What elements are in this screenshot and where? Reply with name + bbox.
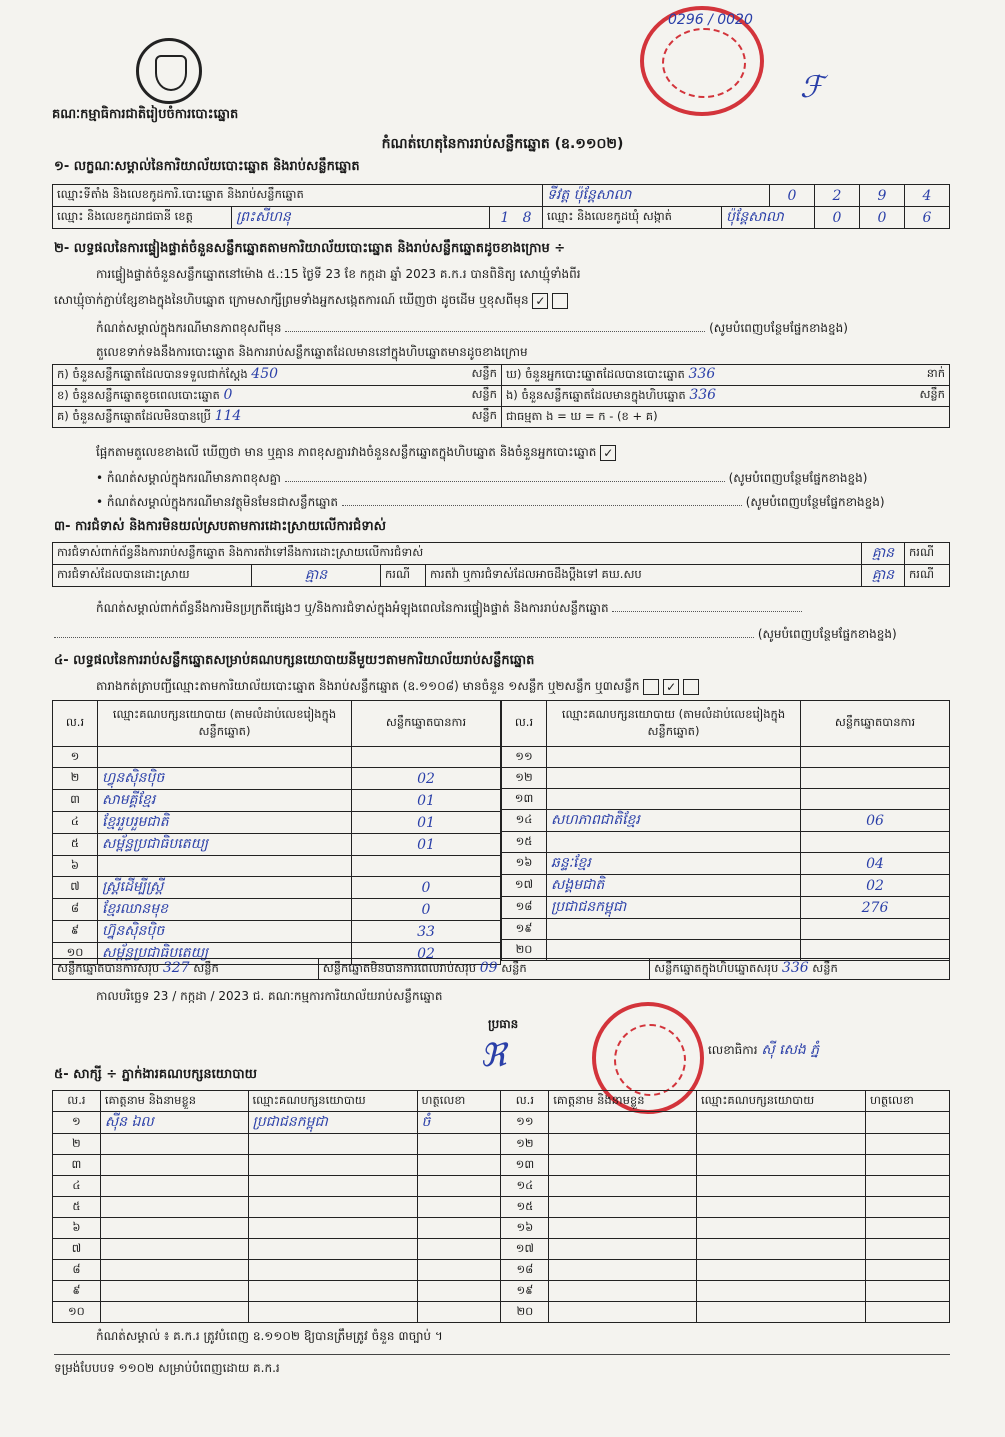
col-party: ឈ្មោះគណបក្សនយោបាយ (តាមលំដាប់លេខរៀងក្នុងសន្លឹកឆ្នោត) xyxy=(98,701,352,747)
table-row xyxy=(502,810,950,832)
totals-table xyxy=(52,958,950,980)
result-votes: 33 xyxy=(352,921,501,943)
result-votes: 0 xyxy=(352,899,501,921)
table-row xyxy=(53,899,501,921)
footer-divider xyxy=(54,1354,950,1355)
section3-note-line2: (សូមបំពេញបន្ថែមផ្នែកខាងខ្នង) xyxy=(54,626,897,644)
col-signature: ហត្ថលេខា xyxy=(865,1091,949,1112)
witness-sig xyxy=(417,1134,501,1155)
witness-no: ៣ xyxy=(53,1155,101,1176)
valid-total: សន្លឹកឆ្នោតបានការសរុប 327 សន្លឹក xyxy=(53,959,319,980)
table-row xyxy=(53,1112,950,1134)
result-votes xyxy=(801,747,950,768)
result-votes xyxy=(352,856,501,877)
appeal-label: ការតវ៉ា ឬការជំទាស់ដែលអាចដឹងប្តឹងទៅ គឃ.សប xyxy=(426,565,862,587)
col-party: ឈ្មោះគណបក្សនយោបាយ (តាមលំដាប់លេខរៀងក្នុងសន្លឹកឆ្នោត) xyxy=(547,701,801,747)
witness-no: ១១ xyxy=(501,1112,549,1134)
witness-no: ១៤ xyxy=(501,1176,549,1197)
witness-no: ៨ xyxy=(53,1260,101,1281)
result-no: ១៩ xyxy=(502,919,547,940)
witness-name: ស៊ីន ឯល xyxy=(100,1112,248,1134)
witness-no: ៩ xyxy=(53,1281,101,1302)
witness-no: ១៦ xyxy=(501,1218,549,1239)
witness-no: ២ xyxy=(53,1134,101,1155)
commune-digit: 0 xyxy=(815,207,860,229)
location-value: ទីវត្ត ប៉ុន្តែសាលា xyxy=(543,185,770,207)
result-votes: 01 xyxy=(352,812,501,834)
table-row xyxy=(502,853,950,875)
formula: ជាធម្មតា ង = ឃ = ក - (ខ + គ) xyxy=(502,407,950,428)
signature-icon: ℱ xyxy=(800,70,824,105)
witness-empty-cell xyxy=(697,1218,866,1239)
nec-logo-icon xyxy=(136,38,202,104)
section5-note: កំណត់សម្គាល់ ៖ គ.ក.រ ត្រូវបំពេញ ឧ.១១០២ ឱ្យបានត្រឹមត្រូវ ចំនួន ៣ច្បាប់ ។ xyxy=(96,1329,443,1343)
witness-sig xyxy=(417,1281,501,1302)
witness-sig xyxy=(417,1260,501,1281)
result-votes: 0 xyxy=(352,877,501,899)
witness-no: ១៧ xyxy=(501,1239,549,1260)
witness-name xyxy=(100,1239,248,1260)
case-unit: ករណី xyxy=(381,565,426,587)
commune-digit: 6 xyxy=(905,207,950,229)
received-row: ក) ចំនួនសន្លឹកឆ្នោតដែលបានទទួលជាក់ស្តែង 450 សន្លឹក xyxy=(53,365,502,386)
org-name: គណៈកម្មាធិការជាតិរៀបចំការបោះឆ្នោត xyxy=(52,107,239,122)
result-no: ១១ xyxy=(502,747,547,768)
table-row xyxy=(53,1155,950,1176)
result-no: ២ xyxy=(53,768,98,790)
result-no: ១៦ xyxy=(502,853,547,875)
table-row xyxy=(53,856,501,877)
table-row xyxy=(53,877,501,899)
result-no: ១៤ xyxy=(502,810,547,832)
result-party: ប្រជាជនកម្ពុជា xyxy=(547,897,801,919)
result-no: ១២ xyxy=(502,768,547,789)
col-votes: សន្លឹកឆ្នោតបានការ xyxy=(352,701,501,747)
witness-empty-cell xyxy=(549,1112,697,1134)
witness-no: ១ xyxy=(53,1112,101,1134)
result-votes: 02 xyxy=(352,768,501,790)
results-table-right xyxy=(501,700,950,961)
witness-party xyxy=(248,1176,417,1197)
result-no: ១ xyxy=(53,747,98,768)
witness-name xyxy=(100,1197,248,1218)
witness-empty-cell xyxy=(697,1260,866,1281)
witness-party xyxy=(248,1197,417,1218)
table-row xyxy=(53,1218,950,1239)
witness-empty-cell xyxy=(697,1281,866,1302)
witness-empty-cell xyxy=(549,1197,697,1218)
witness-sig xyxy=(417,1218,501,1239)
witness-party xyxy=(248,1239,417,1260)
case-unit: ករណី xyxy=(905,565,950,587)
witness-empty-cell xyxy=(549,1260,697,1281)
table-row xyxy=(53,1197,950,1218)
section2-line7: • កំណត់សម្គាល់ក្នុងករណីមានវត្ថុមិនមែនជាសន្លឹកឆ្នោត (សូមបំពេញបន្ថែមផ្នែកខាងខ្នង) xyxy=(96,495,885,509)
result-votes xyxy=(801,789,950,810)
location-digit: 4 xyxy=(905,185,950,207)
result-no: ៩ xyxy=(53,921,98,943)
result-votes: 01 xyxy=(352,834,501,856)
section4-intro: តារាងកត់ត្រាបញ្ជីឈ្មោះតាមការិយាល័យបោះឆ្នោត និងរាប់សន្លឹកឆ្នោត (ឧ.១១០៨) មានចំនួន ១សន្លឹក ឬ២សន្លឹក ឬ៣សន្លឹក ✓ xyxy=(96,678,699,696)
table-row xyxy=(502,919,950,940)
witness-no: ១៨ xyxy=(501,1260,549,1281)
section2-line3: កំណត់សម្គាល់ក្នុងករណីមានភាពខុសពីមុន (សូមបំពេញបន្ថែមផ្នែកខាងខ្នង) xyxy=(96,321,848,335)
commune-value: ប៉ុន្តែសាលា xyxy=(722,207,815,229)
section3-heading: ៣- ការជំទាស់ និងការមិនយល់ស្របតាមការដោះស្រាយលើការជំទាស់ xyxy=(54,519,386,534)
witness-empty-cell xyxy=(865,1197,949,1218)
section5-heading: ៥- សាក្សី ÷ ភ្នាក់ងារគណបក្សនយោបាយ xyxy=(54,1067,257,1082)
col-no: ល.រ xyxy=(502,701,547,747)
chair-signature-icon: ℜ xyxy=(480,1036,507,1074)
witness-no: ៥ xyxy=(53,1197,101,1218)
col-name: គោត្តនាម និងនាមខ្លួន xyxy=(549,1091,697,1112)
sheets-1-checkbox[interactable] xyxy=(643,679,659,695)
province-label: ឈ្មោះ និងលេខកូដរាជធានី ខេត្ត xyxy=(53,207,232,229)
witness-no: ១៩ xyxy=(501,1281,549,1302)
witness-empty-cell xyxy=(697,1176,866,1197)
witness-empty-cell xyxy=(549,1176,697,1197)
section2-line4: តួលេខទាក់ទងនឹងការបោះឆ្នោត និងការរាប់សន្លឹកឆ្នោតដែលមាននៅក្នុងហិបឆ្នោតមានដូចខាងក្រោម xyxy=(96,345,528,359)
spoiled-row: ខ) ចំនួនសន្លឹកឆ្នោតខូចពេលបោះឆ្នោត 0 សន្លឹក xyxy=(53,386,502,407)
results-table-left xyxy=(52,700,501,965)
commune-label: ឈ្មោះ និងលេខកូដឃុំ សង្កាត់ xyxy=(543,207,722,229)
table-row xyxy=(53,790,501,812)
complaint-label: ការជំទាស់ពាក់ព័ន្ធនឹងការរាប់សន្លឹកឆ្នោត និងការតវ៉ាទៅនឹងការដោះស្រាយលើការជំទាស់ xyxy=(53,543,862,565)
table-row xyxy=(53,768,501,790)
witness-name xyxy=(100,1218,248,1239)
result-no: ៤ xyxy=(53,812,98,834)
result-no: ៦ xyxy=(53,856,98,877)
province-digits: 1 8 xyxy=(490,207,543,229)
box-total: សន្លឹកឆ្នោតក្នុងហិបឆ្នោតសរុប 336 សន្លឹក xyxy=(650,959,950,980)
result-no: ៨ xyxy=(53,899,98,921)
witness-name xyxy=(100,1155,248,1176)
witness-empty-cell xyxy=(549,1218,697,1239)
witness-empty-cell xyxy=(865,1176,949,1197)
witness-empty-cell xyxy=(549,1239,697,1260)
same-checkbox[interactable]: ✓ xyxy=(532,293,548,309)
table-row xyxy=(502,875,950,897)
result-party xyxy=(547,768,801,789)
col-no: ល.រ xyxy=(53,701,98,747)
voters-row: ឃ) ចំនួនអ្នកបោះឆ្នោតដែលបានបោះឆ្នោត 336 នាក់ xyxy=(502,365,950,386)
ballot-count-table xyxy=(52,364,950,428)
witness-empty-cell xyxy=(549,1302,697,1323)
result-no: ៧ xyxy=(53,877,98,899)
witness-party xyxy=(248,1302,417,1323)
col-no: ល.រ xyxy=(53,1091,101,1112)
witness-name xyxy=(100,1302,248,1323)
table-row xyxy=(53,747,501,768)
table-row xyxy=(53,921,501,943)
witness-empty-cell xyxy=(549,1134,697,1155)
invalid-total: សន្លឹកឆ្នោតមិនបានការពេលរាប់សរុប 09 សន្លឹក xyxy=(318,959,649,980)
witness-sig: ចំ xyxy=(417,1112,501,1134)
chair-label: ប្រធាន xyxy=(488,1017,519,1031)
result-party xyxy=(547,919,801,940)
witness-party: ប្រជាជនកម្ពុជា xyxy=(248,1112,417,1134)
result-party: ខ្មែររួបរួមជាតិ xyxy=(98,812,352,834)
witness-empty-cell xyxy=(865,1281,949,1302)
witness-no: ១២ xyxy=(501,1134,549,1155)
result-party: សហភាពជាតិខ្មែរ xyxy=(547,810,801,832)
form-title: កំណត់ហេតុនៃការរាប់សន្លឹកឆ្នោត (ឧ.១១០២) xyxy=(381,136,624,152)
result-no: ៣ xyxy=(53,790,98,812)
complaints-table xyxy=(52,542,950,587)
result-party: ខ្មែរឈានមុខ xyxy=(98,899,352,921)
table-row xyxy=(502,897,950,919)
witness-empty-cell xyxy=(549,1281,697,1302)
location-digit: 2 xyxy=(815,185,860,207)
table-row xyxy=(502,789,950,810)
result-party xyxy=(547,789,801,810)
col-name: គោត្តនាម និងនាមខ្លួន xyxy=(100,1091,248,1112)
witness-empty-cell xyxy=(865,1112,949,1134)
col-no: ល.រ xyxy=(501,1091,549,1112)
witness-party xyxy=(248,1155,417,1176)
section3-note: កំណត់សម្គាល់ពាក់ព័ន្ធនឹងការមិនប្រក្រតីផ្សេងៗ ឬ/និងការជំទាស់ក្នុងអំឡុងពេលនៃការផ្ទៀងផ្ទាត់ និងការរាប់សន្លឹកឆ្នោត xyxy=(96,600,802,618)
unused-row: គ) ចំនួនសន្លឹកឆ្នោតដែលមិនបានប្រើ 114 សន្លឹក xyxy=(53,407,502,428)
result-votes xyxy=(352,747,501,768)
witness-sig xyxy=(417,1239,501,1260)
table-row xyxy=(53,834,501,856)
resolved-label: ការជំទាស់ដែលបានដោះស្រាយ xyxy=(53,565,252,587)
result-party xyxy=(98,856,352,877)
witness-no: ១៣ xyxy=(501,1155,549,1176)
witness-party xyxy=(248,1134,417,1155)
witness-name xyxy=(100,1176,248,1197)
witness-empty-cell xyxy=(697,1302,866,1323)
witness-party xyxy=(248,1260,417,1281)
section1-heading: ១- លក្ខណៈសម្គាល់នៃការិយាល័យបោះឆ្នោត និងរាប់សន្លឹកឆ្នោត xyxy=(54,159,360,174)
result-no: ៥ xyxy=(53,834,98,856)
table-row xyxy=(53,1281,950,1302)
secretary-label: លេខាធិការ ស៊ី សេង ភ្នំ xyxy=(708,1042,820,1058)
witness-empty-cell xyxy=(697,1239,866,1260)
result-no: ១៧ xyxy=(502,875,547,897)
sheets-2-checkbox[interactable]: ✓ xyxy=(663,679,679,695)
result-party: សង្គមជាតិ xyxy=(547,875,801,897)
location-label: ឈ្មោះទីតាំង និងលេខកូដការិ.បោះឆ្នោត និងរាប់សន្លឹកឆ្នោត xyxy=(53,185,543,207)
appeal-value: គ្មាន xyxy=(861,565,904,587)
sheets-3-checkbox[interactable] xyxy=(683,679,699,695)
result-party: ឆន្ទៈខ្មែរ xyxy=(547,853,801,875)
result-votes: 02 xyxy=(801,875,950,897)
result-no: ១៨ xyxy=(502,897,547,919)
witness-empty-cell xyxy=(865,1260,949,1281)
table-row xyxy=(53,1134,950,1155)
witness-no: ៦ xyxy=(53,1218,101,1239)
result-votes: 06 xyxy=(801,810,950,832)
result-party: ហ្វ៊ុនស៊ិនប៉ិច xyxy=(98,921,352,943)
witness-table xyxy=(52,1090,950,1323)
result-votes: 01 xyxy=(352,790,501,812)
table-row xyxy=(53,1260,950,1281)
different-checkbox[interactable] xyxy=(552,293,568,309)
result-party: សាមគ្គីខ្មែរ xyxy=(98,790,352,812)
commune-digit: 0 xyxy=(860,207,905,229)
witness-empty-cell xyxy=(697,1134,866,1155)
witness-sig xyxy=(417,1302,501,1323)
col-votes: សន្លឹកឆ្នោតបានការ xyxy=(801,701,950,747)
witness-empty-cell xyxy=(865,1239,949,1260)
witness-sig xyxy=(417,1176,501,1197)
location-digit: 0 xyxy=(770,185,815,207)
result-party xyxy=(98,747,352,768)
table-row xyxy=(53,812,501,834)
result-votes: 276 xyxy=(801,897,950,919)
section2-line5: ផ្អែកតាមតួលេខខាងលើ ឃើញថា មាន ឬគ្មាន ភាពខុសគ្នារវាងចំនួនសន្លឹកឆ្នោតក្នុងហិបឆ្នោត និងចំនួនអ្នកបោះឆ្នោត ✓ xyxy=(96,444,616,462)
witness-name xyxy=(100,1281,248,1302)
result-no: ១០ xyxy=(53,943,98,965)
result-votes: 04 xyxy=(801,853,950,875)
witness-sig xyxy=(417,1155,501,1176)
result-party: ស្ត្រីដើម្បីស្ត្រី xyxy=(98,877,352,899)
result-votes xyxy=(801,768,950,789)
table-row xyxy=(502,768,950,789)
result-party: សម្ព័ន្ធប្រជាធិបតេយ្យ xyxy=(98,943,352,965)
section2-line2: សោឃ្មុំចាក់ភ្ជាប់ខ្សែខាងក្នុងនៃហិបឆ្នោត ក្រោមសាក្សីព្រមទាំងអ្នកសង្កេតការណ៍ ឃើញថា ដូចដើម ឬខុសពីមុន ✓ xyxy=(54,292,568,310)
witness-party xyxy=(248,1281,417,1302)
in-box-row: ង) ចំនួនសន្លឹកឆ្នោតដែលមានក្នុងហិបឆ្នោត 336 សន្លឹក xyxy=(502,386,950,407)
result-no: ២០ xyxy=(502,940,547,961)
result-party: សម្ព័ន្ធប្រជាធិបតេយ្យ xyxy=(98,834,352,856)
witness-empty-cell xyxy=(697,1197,866,1218)
witness-empty-cell xyxy=(697,1112,866,1134)
date-line: កាលបរិច្ឆេទ 23 / កក្កដា / 2023 ជ. គណៈកម្មការការិយាល័យរាប់សន្លឹកឆ្នោត xyxy=(96,989,443,1003)
witness-no: ១៥ xyxy=(501,1197,549,1218)
witness-name xyxy=(100,1260,248,1281)
resolved-value: គ្មាន xyxy=(252,565,381,587)
result-votes xyxy=(801,832,950,853)
result-no: ១៣ xyxy=(502,789,547,810)
stamp-number: 0296 / 0020 xyxy=(668,12,753,28)
section1-table xyxy=(52,184,950,229)
witness-no: ១០ xyxy=(53,1302,101,1323)
witness-sig xyxy=(417,1197,501,1218)
section2-heading: ២- លទ្ធផលនៃការផ្ទៀងផ្ទាត់ចំនួនសន្លឹកឆ្នោតតាមការិយាល័យបោះឆ្នោត និងរាប់សន្លឹកឆ្នោតដូចខាងក្រោម ÷ xyxy=(54,241,566,256)
witness-empty-cell xyxy=(549,1155,697,1176)
col-signature: ហត្ថលេខា xyxy=(417,1091,501,1112)
result-party xyxy=(547,747,801,768)
case-unit: ករណី xyxy=(905,543,950,565)
table-row xyxy=(53,1239,950,1260)
col-party: ឈ្មោះគណបក្សនយោបាយ xyxy=(697,1091,866,1112)
section2-line1: ការផ្ទៀងផ្ទាត់ចំនួនសន្លឹកឆ្នោតនៅម៉ោង ៥.:15 ថ្ងៃទី 23 ខែ កក្កដា ឆ្នាំ 2023 គ.ក.រ បានពិនិត្យ សោឃ្មុំទាំងពីរ xyxy=(96,267,581,281)
discrepancy-checkbox[interactable]: ✓ xyxy=(600,445,616,461)
section2-line6: • កំណត់សម្គាល់ក្នុងករណីមានភាពខុសគ្នា (សូមបំពេញបន្ថែមផ្នែកខាងខ្នង) xyxy=(96,471,868,485)
witness-empty-cell xyxy=(865,1134,949,1155)
witness-name xyxy=(100,1134,248,1155)
location-digit: 9 xyxy=(860,185,905,207)
table-row xyxy=(502,747,950,768)
witness-empty-cell xyxy=(697,1155,866,1176)
section4-heading: ៤- លទ្ធផលនៃការរាប់សន្លឹកឆ្នោតសម្រាប់គណបក្សនយោបាយនីមួយៗតាមការិយាល័យរាប់សន្លឹកឆ្នោត xyxy=(54,653,535,668)
witness-party xyxy=(248,1218,417,1239)
witness-no: ២០ xyxy=(501,1302,549,1323)
province-value: ព្រះសីហនុ xyxy=(232,207,490,229)
result-no: ១៥ xyxy=(502,832,547,853)
col-party: ឈ្មោះគណបក្សនយោបាយ xyxy=(248,1091,417,1112)
complaint-value: គ្មាន xyxy=(861,543,904,565)
result-party: ហ្វុនស៊ិនប៉ិច xyxy=(98,768,352,790)
result-votes: 02 xyxy=(352,943,501,965)
witness-empty-cell xyxy=(865,1218,949,1239)
witness-no: ៧ xyxy=(53,1239,101,1260)
table-row xyxy=(502,832,950,853)
witness-no: ៤ xyxy=(53,1176,101,1197)
table-row xyxy=(53,1302,950,1323)
footer-text: ទម្រង់បែបបទ ១១០២ សម្រាប់បំពេញដោយ គ.ក.រ xyxy=(54,1361,280,1375)
result-party xyxy=(547,832,801,853)
result-votes xyxy=(801,919,950,940)
witness-empty-cell xyxy=(865,1302,949,1323)
witness-empty-cell xyxy=(865,1155,949,1176)
table-row xyxy=(53,1176,950,1197)
